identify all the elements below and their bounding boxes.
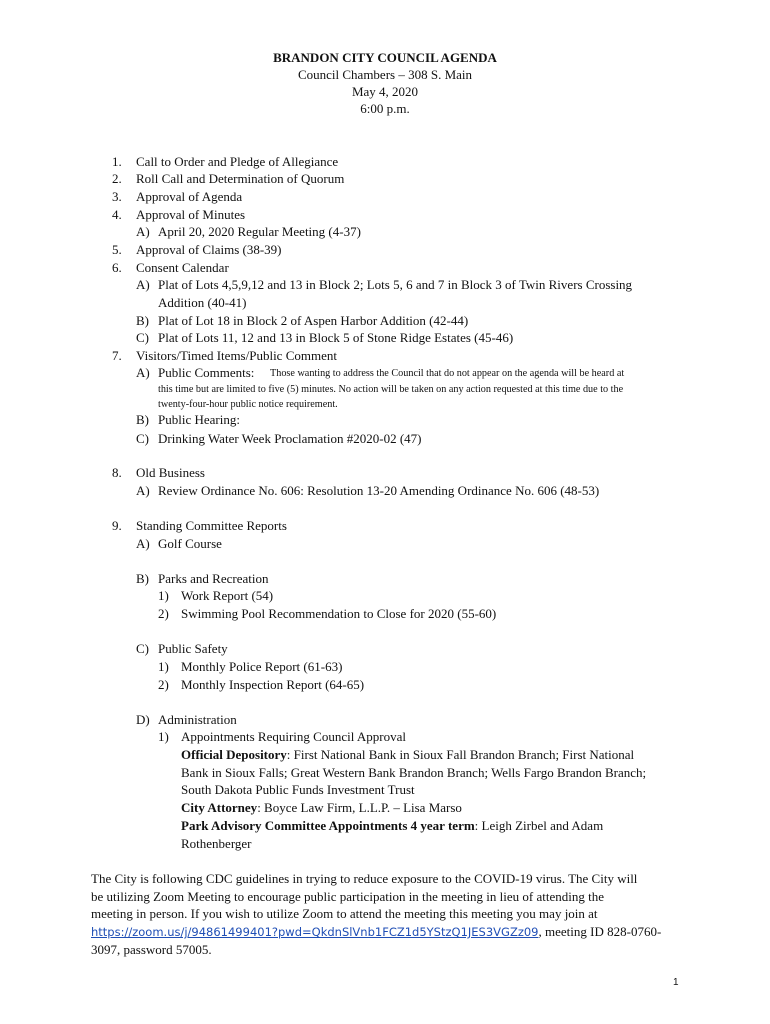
city-attorney-line [181,799,462,816]
official-depository-cont: South Dakota Public Funds Investment Trust [181,782,415,797]
agenda-subitem: Review Ordinance No. 606: Resolution 13-20 Amending Ordinance No. 606 (48-53) [158,483,600,498]
park-advisory-text: : Leigh Zirbel and Adam [474,818,604,833]
agenda-item: Standing Committee Reports [136,518,287,533]
agenda-subitem: Public Hearing: [158,412,240,427]
agenda-subsubitem: Monthly Inspection Report (64-65) [181,677,365,692]
park-advisory-line [181,817,603,834]
covid-notice-line: The City is following CDC guidelines in trying to reduce exposure to the COVID-19 virus. The City will [91,871,638,886]
agenda-item: Visitors/Timed Items/Public Comment [136,348,337,363]
agenda-item: Approval of Claims (38-39) [136,242,282,257]
zoom-meeting-link[interactable]: https://zoom.us/j/94861499401?pwd=QkdnSlVnb1FCZ1d5YStzQ1JES3VGZz09 [91,925,539,939]
agenda-subitem: Plat of Lot 18 in Block 2 of Aspen Harbor Addition (42-44) [158,313,469,328]
agenda-subitem: Plat of Lots 11, 12 and 13 in Block 5 of Stone Ridge Estates (45-46) [158,330,514,345]
city-attorney-text: : Boyce Law Firm, L.L.P. – Lisa Marso [257,800,462,815]
meeting-time: 6:00 p.m. [360,101,410,116]
subitem-letter: A) [136,483,150,498]
agenda-item: Call to Order and Pledge of Allegiance [136,154,339,169]
agenda-subitem: April 20, 2020 Regular Meeting (4-37) [158,224,361,239]
page-number: 1 [673,977,679,988]
item-number: 7. [112,348,122,363]
agenda-subsubitem: Work Report (54) [181,588,274,603]
agenda-subitem: Plat of Lots 4,5,9,12 and 13 in Block 2; Lots 5, 6 and 7 in Block 3 of Twin Rivers Crossing [158,277,633,292]
subitem-letter: B) [136,313,149,328]
public-comments-note: Those wanting to address the Council that do not appear on the agenda will be heard at [270,368,625,379]
official-depository-text: : First National Bank in Sioux Fall Brandon Branch; First National [286,747,635,762]
park-advisory-cont: Rothenberger [181,836,252,851]
agenda-item: Approval of Minutes [136,207,246,222]
subitem-number: 2) [158,606,169,621]
subitem-number: 1) [158,729,169,744]
item-number: 1. [112,154,122,169]
subitem-number: 2) [158,677,169,692]
covid-notice-line: be utilizing Zoom Meeting to encourage public participation in the meeting in lieu of attending the [91,889,604,904]
item-number: 9. [112,518,122,533]
public-comments-note: twenty-four-hour public notice requirement. [158,399,338,410]
item-number: 2. [112,171,122,186]
public-comments-label: Public Comments: [158,365,255,380]
subitem-letter: A) [136,365,150,380]
covid-notice-line: meeting in person. If you wish to utilize Zoom to attend the meeting this meeting you may join at [91,906,598,921]
agenda-subitem: Golf Course [158,536,222,551]
city-attorney-label: City Attorney [181,800,258,815]
agenda-subitem: Drinking Water Week Proclamation #2020-02 (47) [158,431,422,446]
agenda-subitem: Administration [158,712,237,727]
subitem-number: 1) [158,659,169,674]
meeting-date: May 4, 2020 [351,84,419,99]
subitem-letter: B) [136,571,149,586]
official-depository-line [181,746,634,763]
subitem-letter: C) [136,330,149,345]
agenda-subsubitem: Appointments Requiring Council Approval [181,729,406,744]
agenda-title: BRANDON CITY COUNCIL AGENDA [273,50,497,65]
subitem-letter: A) [136,536,150,551]
agenda-item: Roll Call and Determination of Quorum [136,171,345,186]
agenda-subitem: Public Safety [158,641,228,656]
official-depository-label: Official Depository [181,747,287,762]
subitem-letter: C) [136,641,149,656]
covid-notice-line: 3097, password 57005. [91,942,212,957]
official-depository-cont: Bank in Sioux Falls; Great Western Bank Brandon Branch; Wells Fargo Brandon Branch; [181,765,647,780]
subitem-letter: C) [136,431,149,446]
item-number: 6. [112,260,122,275]
agenda-subsubitem: Monthly Police Report (61-63) [181,659,343,674]
item-number: 8. [112,465,122,480]
subitem-letter: D) [136,712,150,727]
subitem-number: 1) [158,588,169,603]
agenda-item: Old Business [136,465,205,480]
subitem-letter: A) [136,224,150,239]
item-number: 4. [112,207,122,222]
agenda-subitem-cont: Addition (40-41) [158,295,247,310]
item-number: 3. [112,189,122,204]
public-comments-note: this time but are limited to five (5) minutes. No action will be taken on any action requested at this time due to the [158,384,624,395]
meeting-location: Council Chambers – 308 S. Main [297,67,473,82]
item-number: 5. [112,242,122,257]
agenda-item: Consent Calendar [136,260,229,275]
agenda-subsubitem: Swimming Pool Recommendation to Close for 2020 (55-60) [181,606,497,621]
subitem-letter: A) [136,277,150,292]
meeting-id-text: , meeting ID 828-0760- [538,924,662,939]
covid-notice-line [91,923,661,941]
subitem-letter: B) [136,412,149,427]
agenda-item: Approval of Agenda [136,189,243,204]
agenda-subitem: Parks and Recreation [158,571,269,586]
park-advisory-label: Park Advisory Committee Appointments 4 year term [181,818,475,833]
